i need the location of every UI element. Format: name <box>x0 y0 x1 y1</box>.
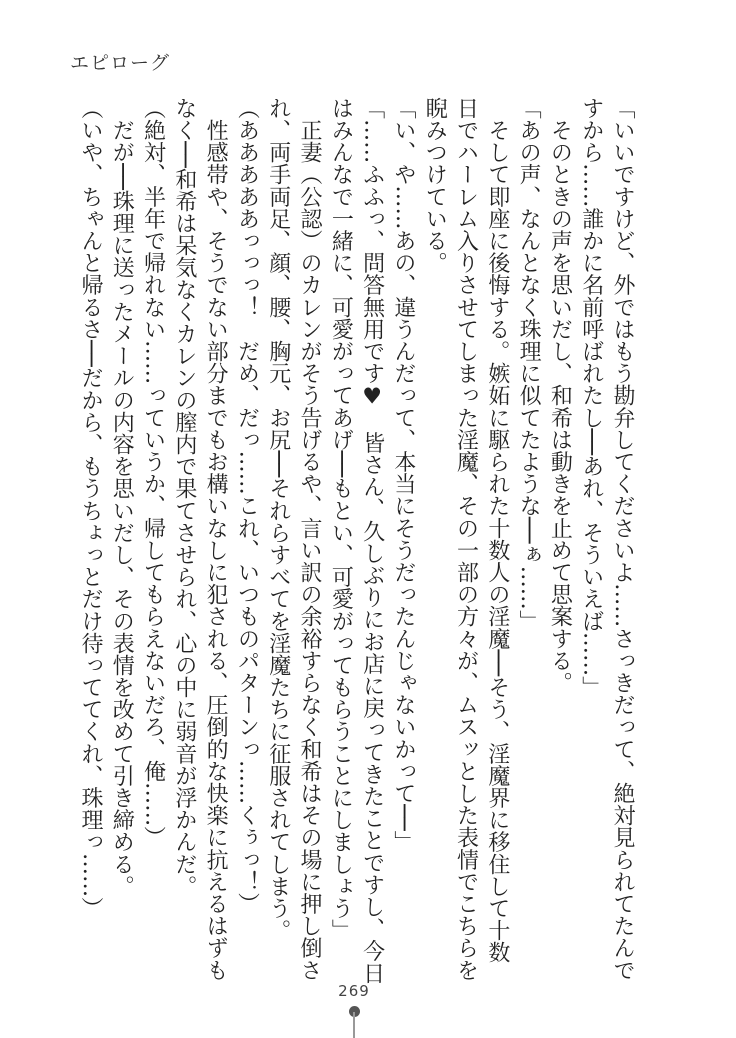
text-line: そのときの声を思いだし、和希は動きを止めて思案する。 <box>547 97 573 694</box>
text-line: そして即座に後悔する。嫉妬に駆られた十数人の淫魔──そう、淫魔界に移住して十数 <box>484 97 510 964</box>
text-line: 睨みつけている。 <box>422 97 448 274</box>
text-line: 日でハーレム入りさせてしまった淫魔、その一部の方々が、ムスッとした表情でこちらを <box>453 97 479 981</box>
text-line: （あああああっっっ！ だめ、だっ……これ、いつものパターンっ……くぅっ！） <box>234 97 260 915</box>
chapter-heading: エピローグ <box>70 52 171 74</box>
body-text <box>70 97 638 984</box>
text-line: 正妻（公認）のカレンがそう告げるや、言い訳の余裕すらなく和希はその場に押し倒さ <box>297 97 323 981</box>
text-line: 「いいですけど、外ではもう勘弁してくださいよ……さっきだって、絶対見られてたんで <box>610 97 635 981</box>
text-line: はみんなで一緒に、可愛がってあげ──もとい、可愛がってもらうことにしましょう」 <box>328 97 354 942</box>
text-line: （いや、ちゃんと帰るさ──だから、もうちょっとだけ待っててくれ、珠理っ……） <box>77 97 103 920</box>
text-line: 性感帯や、そうでない部分までもお構いなしに犯される、圧倒的な快楽に抗えるはずも <box>203 97 229 981</box>
text-line: なく──和希は呆気なくカレンの膣内で果てさせられ、心の中に弱音が浮かんだ。 <box>171 97 197 898</box>
text-line: 「い、や……あの、違うんだって、本当にそうだったんじゃないかって──」 <box>390 97 416 853</box>
text-line: 「あの声、なんとなく珠理に似てたような──ぁ……」 <box>516 97 542 632</box>
page-marker-line <box>353 1012 355 1038</box>
page-number: 269 <box>338 982 370 1000</box>
text-line: 「……ふふっ、問答無用です♥ 皆さん、久しぶりにお店に戻ってきたことですし、今日 <box>359 97 385 984</box>
text-line: （絶対、半年で帰れない……っていうか、帰してもらえないだろ、俺……） <box>140 97 166 849</box>
text-line: だが──珠理に送ったメールの内容を思いだし、その表情を改めて引き締める。 <box>109 97 135 898</box>
text-line: すから……誰かに名前呼ばれたし──あれ、そういえば……」 <box>578 97 604 699</box>
text-line: れ、両手両足、顔、腰、胸元、お尻──それらすべてを淫魔たちに征服されてしまう。 <box>265 97 291 942</box>
